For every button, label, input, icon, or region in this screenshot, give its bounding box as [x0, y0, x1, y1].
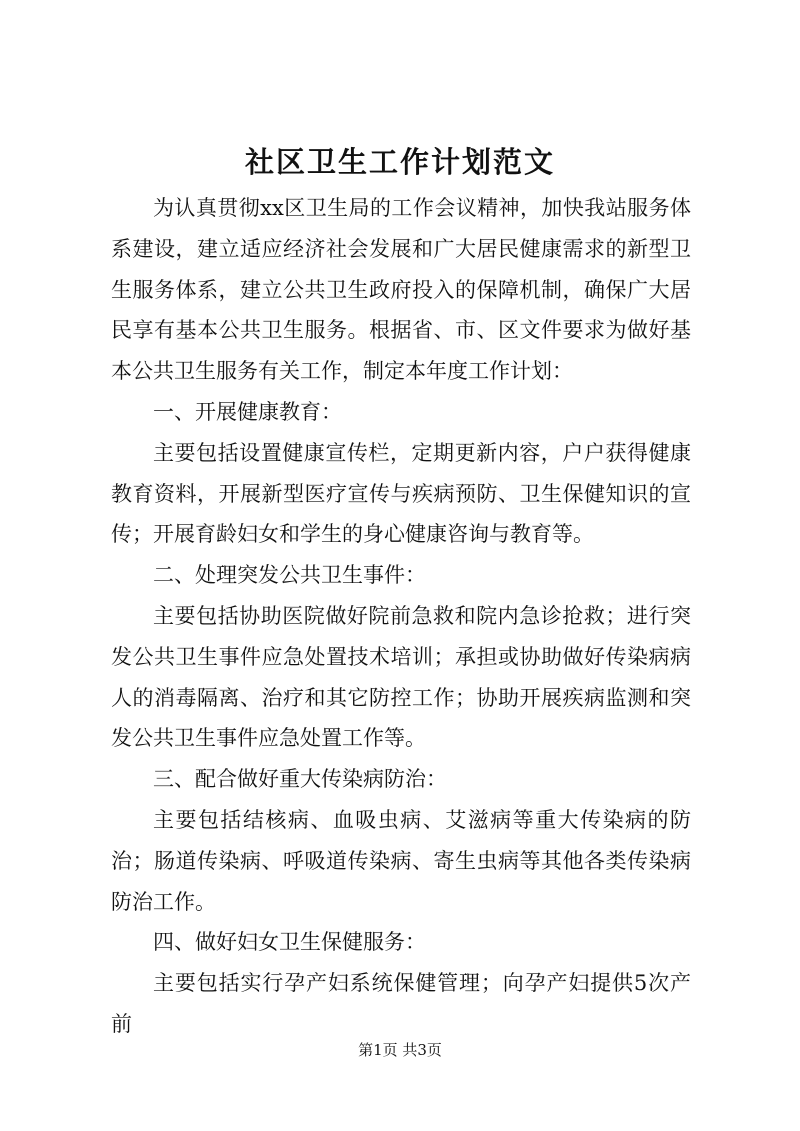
section-heading-1: 一、开展健康教育：: [153, 399, 342, 424]
page-footer: [0, 1040, 800, 1060]
section-body-2: 主要包括协助医院做好院前急救和院内急诊抢救；进行突发公共卫生事件应急处置技术培训；承担或协助做好传染病病人的消毒隔离、治疗和其它防控工作；协助开展疾病监测和突发公共卫生事件应急处置工作等。: [111, 603, 691, 751]
section-heading-4: 四、做好妇女卫生保健服务：: [153, 930, 426, 955]
section-heading-3: 三、配合做好重大传染病防治：: [153, 767, 447, 792]
document-title: 社区卫生工作计划范文: [244, 145, 555, 179]
section-body-1: 主要包括设置健康宣传栏，定期更新内容，户户获得健康教育资料，开展新型医疗宣传与疾病预防、卫生保健知识的宣传；开展育龄妇女和学生的身心健康咨询与教育等。: [111, 440, 691, 547]
section-body-3: 主要包括结核病、血吸虫病、艾滋病等重大传染病的防治；肠道传染病、呼吸道传染病、寄生虫病等其他各类传染病防治工作。: [111, 807, 691, 914]
section-heading-2: 二、处理突发公共卫生事件：: [153, 563, 426, 588]
document-body: [111, 188, 691, 1045]
section-body-4: 主要包括实行孕产妇系统保健管理；向孕产妇提供5次产前: [111, 971, 691, 1036]
page-indicator: 第1页 共3页: [358, 1041, 442, 1059]
intro-paragraph: 为认真贯彻xx区卫生局的工作会议精神，加快我站服务体系建设，建立适应经济社会发展和广大居民健康需求的新型卫生服务体系，建立公共卫生政府投入的保障机制，确保广大居民享有基本公共卫生服务。根据省、市、区文件要求为做好基本公共卫生服务有关工作，制定本年度工作计划：: [111, 196, 691, 384]
